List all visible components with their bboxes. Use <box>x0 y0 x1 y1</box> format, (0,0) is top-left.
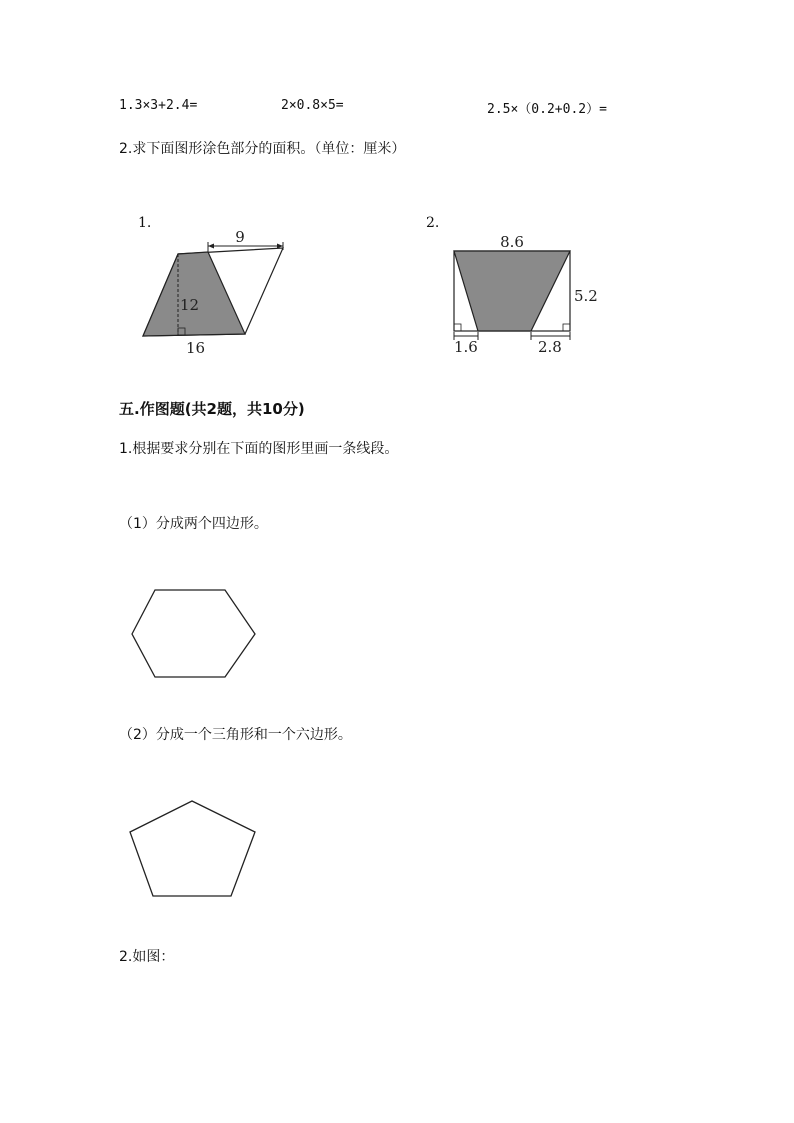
figure-1-number: 1. <box>138 215 152 231</box>
figure-1-height-label: 12 <box>180 296 200 314</box>
figure-2-diagram <box>440 228 610 358</box>
calc-item-2: 2×0.8×5= <box>281 98 344 113</box>
hexagon-figure <box>125 585 265 683</box>
question-2-title: 2.求下面图形涂色部分的面积。（单位：厘米） <box>119 141 406 157</box>
figure-1-top-label: 9 <box>235 228 245 246</box>
section-5-title: 五.作图题(共2题，共10分) <box>119 400 305 418</box>
section-5-subquestion-2: （2）分成一个三角形和一个六边形。 <box>119 727 352 743</box>
section-5-question-1: 1.根据要求分别在下面的图形里画一条线段。 <box>119 441 399 457</box>
figure-2-right-label: 2.8 <box>538 338 562 356</box>
hexagon-shape <box>132 590 255 677</box>
figure-2-number: 2. <box>426 215 440 231</box>
figure-2-height-label: 5.2 <box>574 287 598 305</box>
figure-1-diagram <box>130 228 300 358</box>
figure-2-shaded-region <box>454 251 570 331</box>
pentagon-figure <box>125 796 265 902</box>
calc-item-3: 2.5×（0.2+0.2）= <box>487 102 607 117</box>
section-5-question-2: 2.如图： <box>119 949 175 965</box>
figure-2-top-label: 8.6 <box>500 233 524 251</box>
figure-2-left-label: 1.6 <box>454 338 478 356</box>
figure-1-base-label: 16 <box>186 339 206 357</box>
section-5-subquestion-1: （1）分成两个四边形。 <box>119 516 268 532</box>
pentagon-shape <box>130 801 255 896</box>
calc-item-1: 1.3×3+2.4= <box>119 98 198 113</box>
figure-1-shaded-region <box>143 252 245 336</box>
